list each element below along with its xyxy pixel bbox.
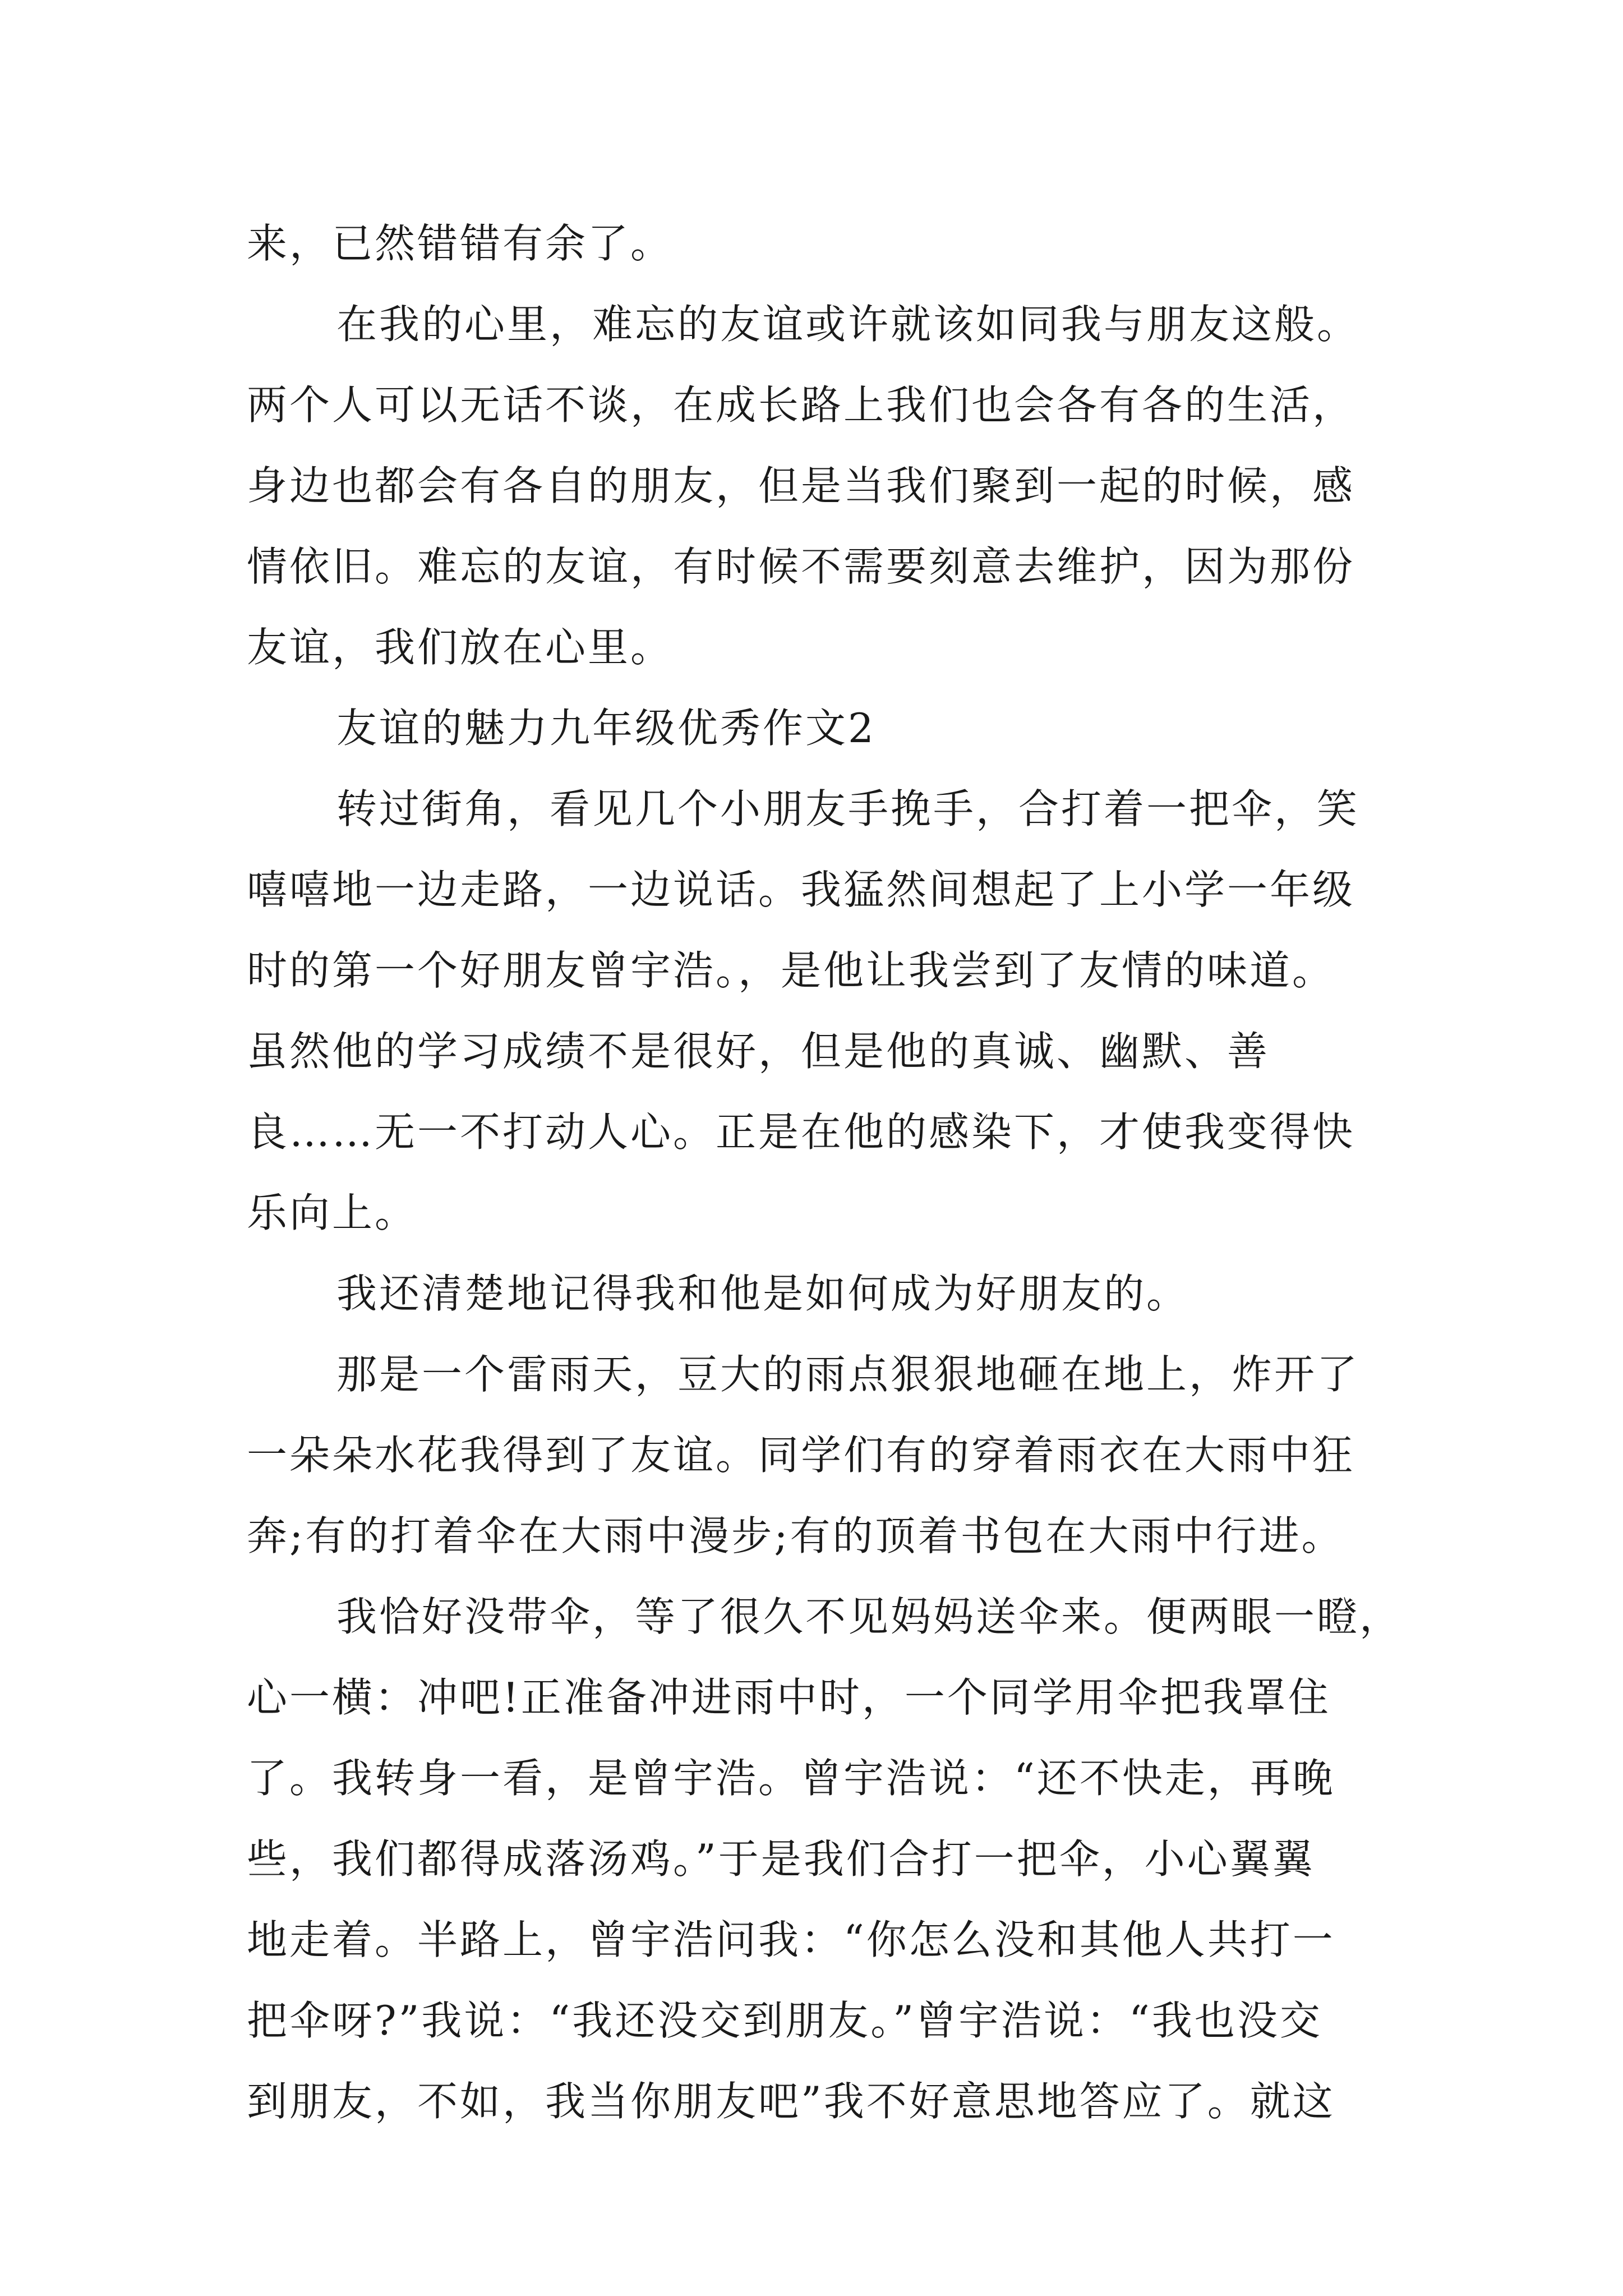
text-line: 在我的心里，难忘的友谊或许就该如同我与朋友这般。 (336, 301, 1360, 348)
text-line: 来，已然错错有余了。 (247, 220, 674, 267)
text-line: 奔;有的打着伞在大雨中漫步;有的顶着书包在大雨中行进。 (247, 1512, 1344, 1559)
text-line: 虽然他的学习成绩不是很好，但是他的真诚、幽默、善 (247, 1028, 1270, 1075)
text-line: 心一横：冲吧!正准备冲进雨中时，一个同学用伞把我罩住 (247, 1674, 1331, 1721)
text-line: 到朋友，不如，我当你朋友吧”我不好意思地答应了。就这 (247, 2078, 1335, 2125)
text-line: 把伞呀?”我说：“我还没交到朋友。”曾宇浩说：“我也没交 (247, 1997, 1322, 2044)
text-line: 两个人可以无话不谈，在成长路上我们也会各有各的生活， (247, 381, 1355, 429)
text-line: 那是一个雷雨天，豆大的雨点狠狠地砸在地上，炸开了 (336, 1351, 1360, 1398)
text-line: 我恰好没带伞，等了很久不见妈妈送伞来。便两眼一瞪， (336, 1593, 1403, 1640)
text-line: 了。我转身一看，是曾宇浩。曾宇浩说：“还不快走，再晚 (247, 1755, 1335, 1802)
text-line: 良……无一不打动人心。正是在他的感染下，才使我变得快 (247, 1108, 1355, 1156)
text-line: 嘻嘻地一边走路，一边说话。我猛然间想起了上小学一年级 (247, 866, 1355, 913)
text-line: 转过街角，看见几个小朋友手挽手，合打着一把伞，笑 (336, 785, 1360, 832)
text-line: 地走着。半路上，曾宇浩问我：“你怎么没和其他人共打一 (247, 1916, 1335, 1963)
text-line: 时的第一个好朋友曾宇浩。，是他让我尝到了友情的味道。 (247, 947, 1335, 994)
text-line: 身边也都会有各自的朋友，但是当我们聚到一起的时候，感 (247, 462, 1355, 509)
text-line: 乐向上。 (247, 1189, 418, 1236)
text-line: 情依旧。难忘的友谊，有时候不需要刻意去维护，因为那份 (247, 543, 1355, 590)
text-line: 一朵朵水花我得到了友谊。同学们有的穿着雨衣在大雨中狂 (247, 1432, 1355, 1479)
section-heading: 友谊的魅力九年级优秀作文2 (336, 705, 876, 752)
text-line: 我还清楚地记得我和他是如何成为好朋友的。 (336, 1270, 1189, 1317)
text-line: 些，我们都得成落汤鸡。”于是我们合打一把伞，小心翼翼 (247, 1835, 1315, 1883)
text-line: 友谊，我们放在心里。 (247, 624, 674, 671)
